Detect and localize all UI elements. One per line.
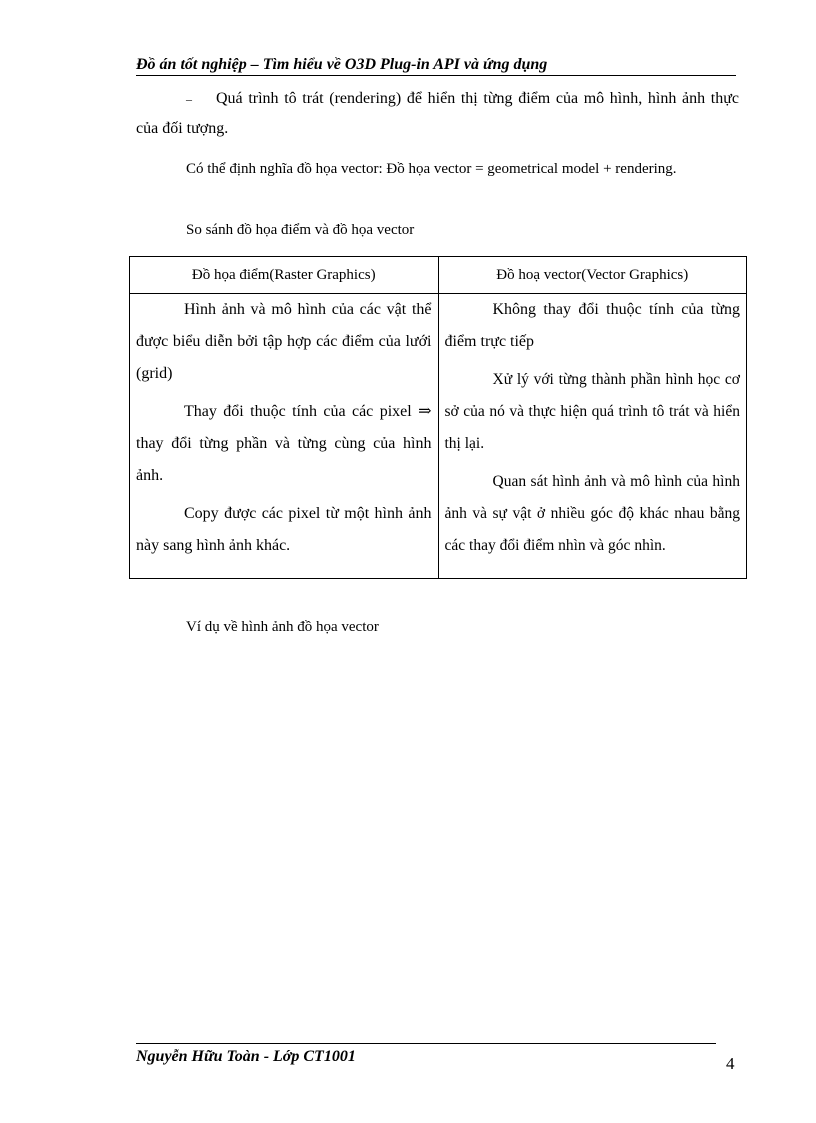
bullet-text: Quá trình tô trát (rendering) để hiển thị từng điểm của mô hình, hình ảnh thực của đối tượng.	[136, 90, 739, 137]
definition-paragraph	[136, 155, 739, 183]
bullet-paragraph	[136, 84, 739, 143]
vector-cell	[438, 294, 747, 579]
vector-point-1: Không thay đổi thuộc tính của từng điểm trực tiếp	[444, 301, 740, 350]
comparison-caption: So sánh đồ họa điểm và đồ họa vector	[186, 222, 415, 238]
header-raster: Đồ họa điểm(Raster Graphics)	[130, 257, 439, 294]
header-vector: Đồ hoạ vector(Vector Graphics)	[438, 257, 747, 294]
raster-point-3: Copy được các pixel từ một hình ảnh này sang hình ảnh khác.	[136, 505, 432, 554]
page-number: 4	[726, 1054, 735, 1073]
raster-cell	[130, 294, 439, 579]
example-caption: Ví dụ về hình ảnh đồ họa vector	[186, 619, 379, 635]
footer-author: Nguyễn Hữu Toàn - Lớp CT1001	[136, 1048, 356, 1065]
definition-text: Có thể định nghĩa đồ họa vector: Đồ họa vector = geometrical model + rendering.	[186, 161, 677, 177]
comparison-table	[129, 256, 747, 579]
table-row	[130, 294, 747, 579]
bullet-dash: –	[186, 92, 192, 106]
raster-point-1: Hình ảnh và mô hình của các vật thể được biểu diễn bởi tập hợp các điểm của lưới (grid)	[136, 301, 432, 382]
running-header: Đồ án tốt nghiệp – Tìm hiểu về O3D Plug-in API và ứng dụng	[136, 56, 736, 76]
footer-divider	[136, 1043, 716, 1044]
table-header-row	[130, 257, 747, 294]
vector-point-2: Xử lý với từng thành phần hình học cơ sở của nó và thực hiện quá trình tô trát và hiển thị lại.	[444, 371, 740, 452]
raster-point-2: Thay đổi thuộc tính của các pixel ⇒ thay đổi từng phần và từng cùng của hình ảnh.	[136, 403, 432, 484]
vector-point-3: Quan sát hình ảnh và mô hình của hình ảnh và sự vật ở nhiều góc độ khác nhau bằng các thay đổi điểm nhìn và góc nhìn.	[444, 473, 740, 554]
